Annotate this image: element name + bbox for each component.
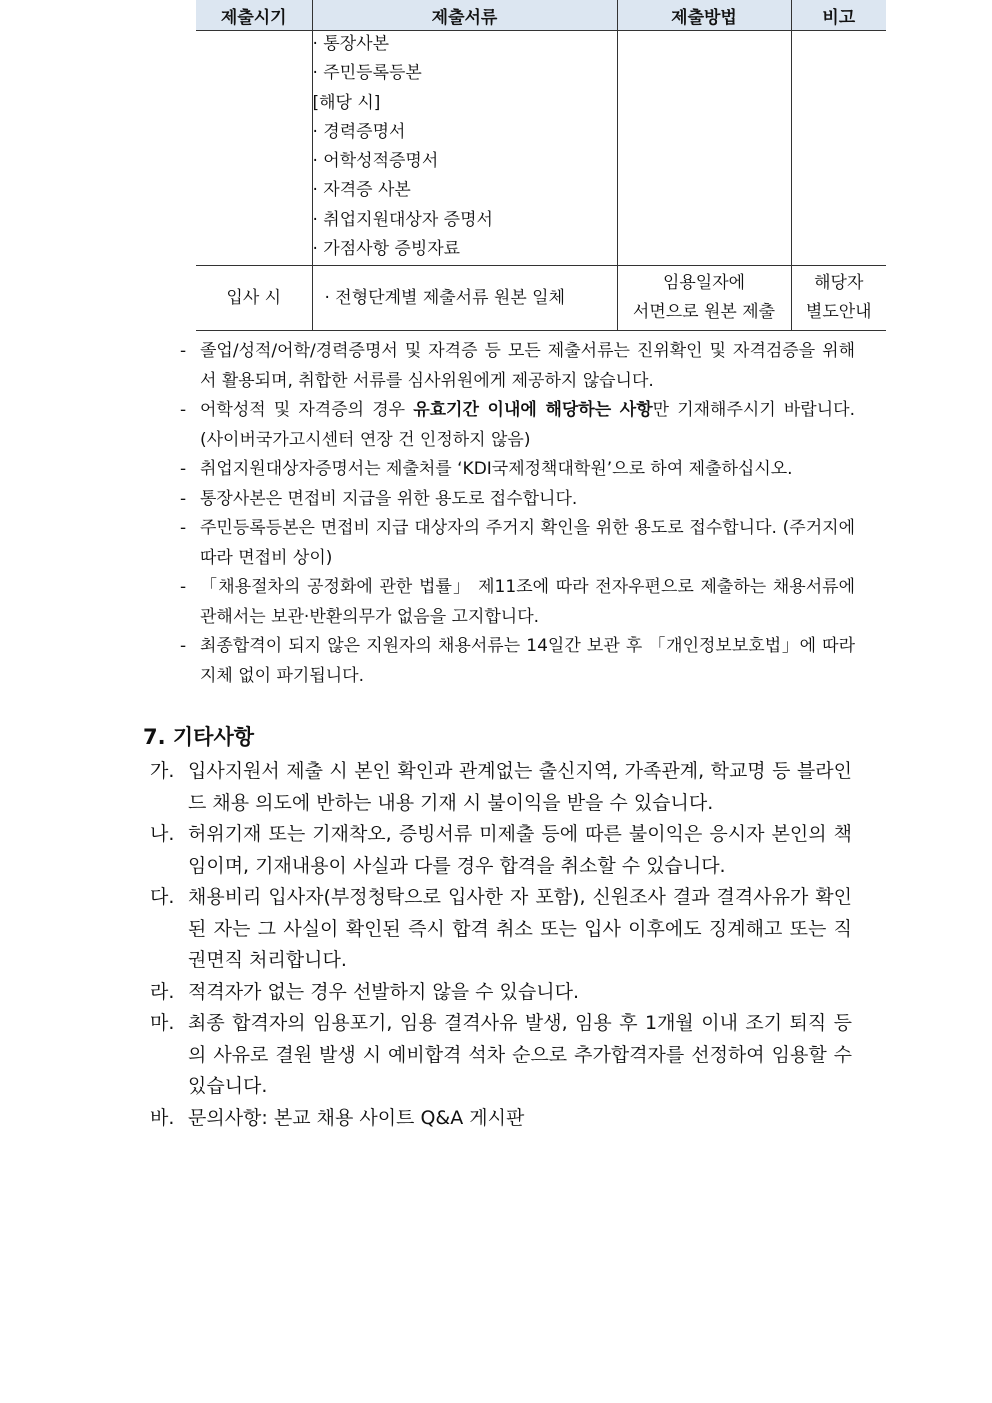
note-dash: - bbox=[180, 577, 187, 597]
list-marker: 가. bbox=[150, 760, 175, 782]
note-item bbox=[180, 337, 855, 396]
document-item: · 자격증 사본 bbox=[312, 180, 411, 201]
note-item bbox=[180, 396, 855, 455]
note-text-post: 만 기재해주시기 바랍니다. (사이버국가고시센터 연장 건 인정하지 않음) bbox=[200, 400, 855, 450]
document-item: · 가점사항 증빙자료 bbox=[312, 239, 461, 260]
remarks-cell-empty bbox=[791, 31, 886, 266]
submission-table bbox=[196, 0, 886, 331]
note-item bbox=[180, 485, 855, 515]
list-text: 채용비리 입사자(부정청탁으로 입사한 자 포함), 신원조사 결과 결격사유가 확인된 자는 그 사실이 확인된 즉시 합격 취소 또는 입사 이후에도 징계해고 또는 직권면직 처리합니다. bbox=[188, 886, 852, 971]
list-marker: 라. bbox=[150, 980, 175, 1003]
list-item bbox=[150, 756, 852, 819]
note-item bbox=[180, 455, 855, 485]
list-text: 적격자가 없는 경우 선발하지 않을 수 있습니다. bbox=[188, 980, 580, 1003]
section-title: 7. 기타사항 bbox=[143, 725, 255, 749]
list-marker: 나. bbox=[150, 823, 175, 845]
notes-list bbox=[180, 337, 855, 691]
note-text-emphasis: 유효기간 이내에 해당하는 사항 bbox=[413, 400, 653, 420]
timing-cell-empty bbox=[196, 31, 312, 266]
note-text: 통장사본은 면접비 지급을 위한 용도로 접수합니다. bbox=[200, 488, 578, 509]
table-row bbox=[196, 31, 886, 266]
other-matters-list bbox=[150, 756, 852, 1134]
list-text: 입사지원서 제출 시 본인 확인과 관계없는 출신지역, 가족관계, 학교명 등 블라인드 채용 의도에 반하는 내용 기재 시 불이익을 받을 수 있습니다. bbox=[188, 760, 852, 814]
list-item bbox=[150, 1103, 852, 1135]
header-remarks: 비고 bbox=[791, 0, 886, 31]
timing-cell: 입사 시 bbox=[196, 266, 312, 331]
header-method: 제출방법 bbox=[617, 0, 791, 31]
note-dash: - bbox=[180, 636, 187, 656]
list-item bbox=[150, 819, 852, 882]
method-line: 서면으로 원본 제출 bbox=[632, 302, 776, 323]
note-dash: - bbox=[180, 488, 187, 509]
list-marker: 바. bbox=[150, 1106, 175, 1129]
note-item bbox=[180, 514, 855, 573]
remarks-line: 별도안내 bbox=[805, 302, 872, 323]
table-row-join bbox=[196, 266, 886, 331]
table-header-row bbox=[196, 0, 886, 31]
note-dash: - bbox=[180, 518, 187, 538]
remarks-cell bbox=[791, 266, 886, 331]
list-marker: 마. bbox=[150, 1012, 175, 1034]
document-list-cell bbox=[312, 31, 617, 266]
list-marker: 다. bbox=[150, 886, 175, 908]
list-item bbox=[150, 977, 852, 1009]
header-timing: 제출시기 bbox=[196, 0, 312, 31]
note-text: 취업지원대상자증명서는 제출처를 ‘KDI국제정책대학원’으로 하여 제출하십시오. bbox=[200, 459, 793, 479]
note-text: 졸업/성적/어학/경력증명서 및 자격증 등 모든 제출서류는 진위확인 및 자격검증을 위해서 활용되며, 취합한 서류를 심사위원에게 제공하지 않습니다. bbox=[200, 341, 855, 391]
note-text: 최종합격이 되지 않은 지원자의 채용서류는 14일간 보관 후 「개인정보보호법」에 따라 지체 없이 파기됩니다. bbox=[200, 636, 855, 686]
document-item: · 경력증명서 bbox=[312, 121, 406, 142]
method-cell-empty bbox=[617, 31, 791, 266]
document-item: · 통장사본 bbox=[312, 34, 389, 54]
document-item: · 어학성적증명서 bbox=[312, 151, 439, 172]
document-item: · 주민등록등본 bbox=[312, 63, 422, 84]
note-dash: - bbox=[180, 459, 187, 479]
list-text: 허위기재 또는 기재착오, 증빙서류 미제출 등에 따른 불이익은 응시자 본인의 책임이며, 기재내용이 사실과 다를 경우 합격을 취소할 수 있습니다. bbox=[188, 823, 852, 877]
remarks-line: 해당자 bbox=[814, 273, 864, 294]
method-cell bbox=[617, 266, 791, 331]
note-dash: - bbox=[180, 400, 187, 420]
list-text: 최종 합격자의 임용포기, 임용 결격사유 발생, 임용 후 1개월 이내 조기 퇴직 등의 사유로 결원 발생 시 예비합격 석차 순으로 추가합격자를 선정하여 임용할 수 있습니다. bbox=[188, 1012, 852, 1097]
note-item bbox=[180, 632, 855, 691]
list-text: 문의사항: 본교 채용 사이트 Q&A 게시판 bbox=[188, 1106, 525, 1129]
document-item: [해당 시] bbox=[312, 92, 381, 113]
list-item bbox=[150, 882, 852, 977]
document-cell: · 전형단계별 제출서류 원본 일체 bbox=[312, 266, 617, 331]
list-item bbox=[150, 1008, 852, 1103]
document-item: · 취업지원대상자 증명서 bbox=[312, 209, 493, 230]
note-text: 「채용절차의 공정화에 관한 법률」 제11조에 따라 전자우편으로 제출하는 채용서류에 관해서는 보관·반환의무가 없음을 고지합니다. bbox=[200, 577, 855, 627]
note-text: 주민등록등본은 면접비 지급 대상자의 주거지 확인을 위한 용도로 접수합니다. (주거지에 따라 면접비 상이) bbox=[200, 518, 855, 568]
note-text bbox=[200, 396, 855, 455]
method-line: 임용일자에 bbox=[662, 273, 746, 294]
header-documents: 제출서류 bbox=[312, 0, 617, 31]
note-item bbox=[180, 573, 855, 632]
note-dash: - bbox=[180, 341, 187, 361]
note-text-pre: 어학성적 및 자격증의 경우 bbox=[200, 400, 414, 420]
